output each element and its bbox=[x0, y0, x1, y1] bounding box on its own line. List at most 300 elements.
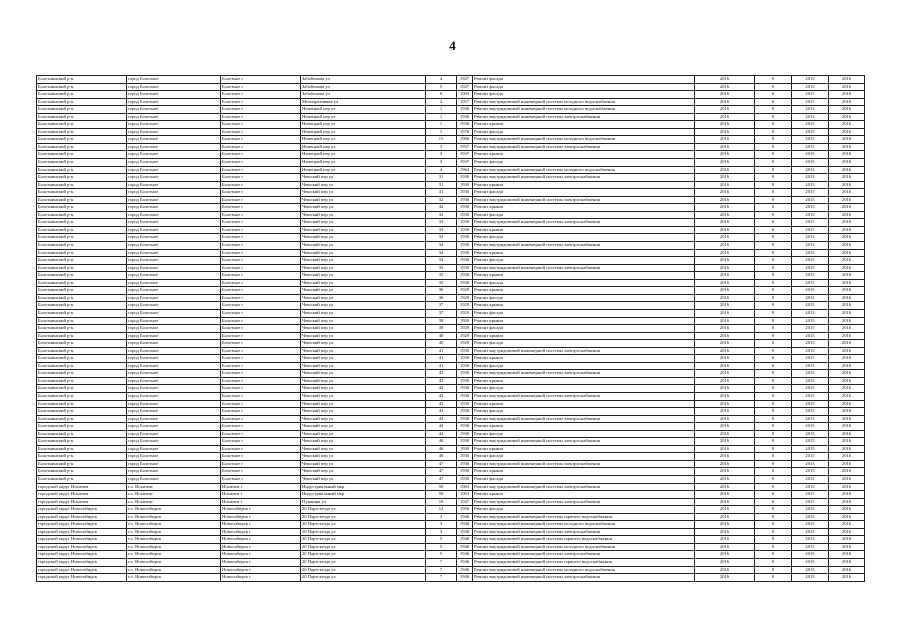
settlement-cell: город Болотное bbox=[127, 234, 221, 242]
end-year-cell: 2016 bbox=[829, 513, 865, 521]
start-year-cell: 2015 bbox=[792, 189, 829, 197]
table-row bbox=[37, 234, 865, 242]
build-year-cell: 1930 bbox=[457, 272, 473, 280]
work-type-cell: Ремонт крыши bbox=[473, 204, 695, 212]
build-year-cell: 1929 bbox=[457, 340, 473, 348]
municipality-cell: Болотнинский р-н bbox=[37, 113, 127, 121]
settlement-cell: г.о. Новосибирск bbox=[127, 543, 221, 551]
settlement-cell: город Болотное bbox=[127, 362, 221, 370]
table-row bbox=[37, 347, 865, 355]
street-cell: Чешский пер ул bbox=[301, 219, 426, 227]
table-row bbox=[37, 226, 865, 234]
build-year-cell: 1937 bbox=[457, 159, 473, 167]
work-type-cell: Ремонт внутридомовой инженерной системы электроснабжения bbox=[473, 415, 695, 423]
work-type-cell: Ремонт фасада bbox=[473, 211, 695, 219]
cost-cell: 0 bbox=[755, 430, 792, 438]
plan-year-cell: 2016 bbox=[695, 121, 755, 129]
start-year-cell: 2015 bbox=[792, 279, 829, 287]
work-type-cell: Ремонт внутридомовой инженерной системы холодного водоснабжения bbox=[473, 166, 695, 174]
build-year-cell: 1930 bbox=[457, 355, 473, 363]
cost-cell: 0 bbox=[755, 528, 792, 536]
street-cell: Чешский пер ул bbox=[301, 287, 426, 295]
plan-year-cell: 2016 bbox=[695, 264, 755, 272]
house-number-cell: 42 bbox=[426, 370, 457, 378]
end-year-cell: 2016 bbox=[829, 370, 865, 378]
cost-cell: 0 bbox=[755, 166, 792, 174]
start-year-cell: 2015 bbox=[792, 506, 829, 514]
cost-cell: 0 bbox=[755, 438, 792, 446]
table-row bbox=[37, 91, 865, 99]
locality-cell: Новосибирск г bbox=[221, 528, 301, 536]
municipality-cell: Болотнинский р-н bbox=[37, 317, 127, 325]
street-cell: Чешский пер ул bbox=[301, 392, 426, 400]
table-row bbox=[37, 302, 865, 310]
locality-cell: Болотное г bbox=[221, 445, 301, 453]
work-type-cell: Ремонт крыши bbox=[473, 491, 695, 499]
house-number-cell: 5 bbox=[426, 536, 457, 544]
end-year-cell: 2016 bbox=[829, 143, 865, 151]
locality-cell: Болотное г bbox=[221, 189, 301, 197]
house-number-cell: 3 bbox=[426, 151, 457, 159]
build-year-cell: 1964 bbox=[457, 166, 473, 174]
house-number-cell: 42 bbox=[426, 377, 457, 385]
build-year-cell: 1930 bbox=[457, 400, 473, 408]
settlement-cell: г.о. Новосибирск bbox=[127, 536, 221, 544]
start-year-cell: 2015 bbox=[792, 204, 829, 212]
plan-year-cell: 2016 bbox=[695, 543, 755, 551]
table-row bbox=[37, 325, 865, 333]
street-cell: Пушкина ул bbox=[301, 498, 426, 506]
start-year-cell: 2015 bbox=[792, 559, 829, 567]
work-type-cell: Ремонт внутридомовой инженерной системы электроснабжения bbox=[473, 219, 695, 227]
start-year-cell: 2015 bbox=[792, 453, 829, 461]
municipality-cell: Болотнинский р-н bbox=[37, 272, 127, 280]
street-cell: Чешский пер ул bbox=[301, 264, 426, 272]
municipality-cell: городской округ Новосибирск bbox=[37, 551, 127, 559]
end-year-cell: 2016 bbox=[829, 574, 865, 582]
start-year-cell: 2013 bbox=[792, 113, 829, 121]
work-type-cell: Ремонт внутридомовой инженерной системы горячего водоснабжения bbox=[473, 513, 695, 521]
house-number-cell: 7 bbox=[426, 574, 457, 582]
plan-year-cell: 2016 bbox=[695, 468, 755, 476]
table-row bbox=[37, 340, 865, 348]
build-year-cell: 1963 bbox=[457, 483, 473, 491]
table-row bbox=[37, 423, 865, 431]
plan-year-cell: 2016 bbox=[695, 340, 755, 348]
plan-year-cell: 2016 bbox=[695, 219, 755, 227]
locality-cell: Болотное г bbox=[221, 204, 301, 212]
table-row bbox=[37, 536, 865, 544]
work-type-cell: Ремонт крыши bbox=[473, 121, 695, 129]
settlement-cell: г.о. Новосибирск bbox=[127, 506, 221, 514]
municipality-cell: Болотнинский р-н bbox=[37, 377, 127, 385]
cost-cell: 0 bbox=[755, 226, 792, 234]
build-year-cell: 1930 bbox=[457, 475, 473, 483]
start-year-cell: 2015 bbox=[792, 400, 829, 408]
locality-cell: Болотное г bbox=[221, 226, 301, 234]
locality-cell: Болотное г bbox=[221, 91, 301, 99]
table-row bbox=[37, 242, 865, 250]
house-number-cell: 33 bbox=[426, 234, 457, 242]
house-number-cell: 1 bbox=[426, 113, 457, 121]
street-cell: Чешский пер ул bbox=[301, 355, 426, 363]
house-number-cell: 36 bbox=[426, 287, 457, 295]
end-year-cell: 2016 bbox=[829, 453, 865, 461]
settlement-cell: город Болотное bbox=[127, 408, 221, 416]
settlement-cell: город Болотное bbox=[127, 460, 221, 468]
street-cell: Чешский пер ул bbox=[301, 460, 426, 468]
start-year-cell: 2015 bbox=[792, 76, 829, 84]
plan-year-cell: 2016 bbox=[695, 423, 755, 431]
plan-year-cell: 2016 bbox=[695, 445, 755, 453]
street-cell: Немецкий пер ул bbox=[301, 128, 426, 136]
work-type-cell: Ремонт внутридомовой инженерной системы электроснабжения bbox=[473, 113, 695, 121]
house-number-cell: 39 bbox=[426, 325, 457, 333]
house-number-cell: 1 bbox=[426, 128, 457, 136]
start-year-cell: 2013 bbox=[792, 242, 829, 250]
table-row bbox=[37, 377, 865, 385]
start-year-cell: 2013 bbox=[792, 309, 829, 317]
end-year-cell: 2016 bbox=[829, 528, 865, 536]
table-row bbox=[37, 408, 865, 416]
cost-cell: 0 bbox=[755, 347, 792, 355]
table-row bbox=[37, 392, 865, 400]
street-cell: Чешский пер ул bbox=[301, 242, 426, 250]
settlement-cell: город Болотное bbox=[127, 257, 221, 265]
end-year-cell: 2016 bbox=[829, 362, 865, 370]
cost-cell: 0 bbox=[755, 287, 792, 295]
build-year-cell: 1930 bbox=[457, 211, 473, 219]
municipality-cell: Болотнинский р-н bbox=[37, 385, 127, 393]
settlement-cell: город Болотное bbox=[127, 279, 221, 287]
plan-year-cell: 2016 bbox=[695, 279, 755, 287]
start-year-cell: 2015 bbox=[792, 287, 829, 295]
house-number-cell: 44 bbox=[426, 423, 457, 431]
locality-cell: Болотное г bbox=[221, 264, 301, 272]
start-year-cell: 2015 bbox=[792, 430, 829, 438]
end-year-cell: 2016 bbox=[829, 242, 865, 250]
work-type-cell: Ремонт внутридомовой инженерной системы электроснабжения bbox=[473, 264, 695, 272]
house-number-cell: 33 bbox=[426, 219, 457, 227]
end-year-cell: 2016 bbox=[829, 272, 865, 280]
cost-cell: 0 bbox=[755, 98, 792, 106]
settlement-cell: город Болотное bbox=[127, 113, 221, 121]
table-row bbox=[37, 211, 865, 219]
start-year-cell: 2015 bbox=[792, 226, 829, 234]
house-number-cell: 43 bbox=[426, 408, 457, 416]
municipality-cell: Болотнинский р-н bbox=[37, 468, 127, 476]
house-number-cell: 34 bbox=[426, 257, 457, 265]
cost-cell: 0 bbox=[755, 264, 792, 272]
house-number-cell: 46 bbox=[426, 438, 457, 446]
municipality-cell: городской округ Новосибирск bbox=[37, 513, 127, 521]
house-number-cell: 47 bbox=[426, 475, 457, 483]
work-type-cell: Ремонт фасада bbox=[473, 453, 695, 461]
street-cell: Индустриальный мкр bbox=[301, 491, 426, 499]
settlement-cell: город Болотное bbox=[127, 226, 221, 234]
settlement-cell: город Болотное bbox=[127, 370, 221, 378]
plan-year-cell: 2016 bbox=[695, 242, 755, 250]
municipality-cell: Болотнинский р-н bbox=[37, 143, 127, 151]
table-row bbox=[37, 159, 865, 167]
end-year-cell: 2016 bbox=[829, 392, 865, 400]
table-row bbox=[37, 136, 865, 144]
start-year-cell: 2013 bbox=[792, 362, 829, 370]
house-number-cell: 33 bbox=[426, 226, 457, 234]
build-year-cell: 1930 bbox=[457, 362, 473, 370]
plan-year-cell: 2016 bbox=[695, 370, 755, 378]
start-year-cell: 2013 bbox=[792, 234, 829, 242]
house-number-cell: 3 bbox=[426, 528, 457, 536]
end-year-cell: 2016 bbox=[829, 211, 865, 219]
house-number-cell: 32 bbox=[426, 204, 457, 212]
street-cell: Чешский пер ул bbox=[301, 400, 426, 408]
table-row bbox=[37, 196, 865, 204]
settlement-cell: город Болотное bbox=[127, 309, 221, 317]
house-number-cell: 2 bbox=[426, 98, 457, 106]
settlement-cell: город Болотное bbox=[127, 317, 221, 325]
table-row bbox=[37, 332, 865, 340]
settlement-cell: город Болотное bbox=[127, 98, 221, 106]
plan-year-cell: 2016 bbox=[695, 559, 755, 567]
end-year-cell: 2016 bbox=[829, 536, 865, 544]
house-number-cell: 41 bbox=[426, 362, 457, 370]
street-cell: Чешский пер ул bbox=[301, 211, 426, 219]
work-type-cell: Ремонт крыши bbox=[473, 287, 695, 295]
work-type-cell: Ремонт фасада bbox=[473, 294, 695, 302]
start-year-cell: 2015 bbox=[792, 257, 829, 265]
municipality-cell: городской округ Новосибирск bbox=[37, 574, 127, 582]
plan-year-cell: 2016 bbox=[695, 506, 755, 514]
plan-year-cell: 2016 bbox=[695, 136, 755, 144]
municipality-cell: городской округ Новосибирск bbox=[37, 528, 127, 536]
municipality-cell: Болотнинский р-н bbox=[37, 249, 127, 257]
locality-cell: Болотное г bbox=[221, 106, 301, 114]
cost-cell: 0 bbox=[755, 332, 792, 340]
start-year-cell: 2013 bbox=[792, 181, 829, 189]
table-row bbox=[37, 113, 865, 121]
house-number-cell: 31 bbox=[426, 181, 457, 189]
locality-cell: Искитим г bbox=[221, 483, 301, 491]
municipality-cell: Болотнинский р-н bbox=[37, 325, 127, 333]
table-body bbox=[37, 76, 865, 582]
end-year-cell: 2016 bbox=[829, 430, 865, 438]
build-year-cell: 1937 bbox=[457, 151, 473, 159]
municipality-cell: Болотнинский р-н bbox=[37, 83, 127, 91]
municipality-cell: городской округ Новосибирск bbox=[37, 543, 127, 551]
end-year-cell: 2016 bbox=[829, 317, 865, 325]
settlement-cell: г.о. Новосибирск bbox=[127, 574, 221, 582]
build-year-cell: 1946 bbox=[457, 574, 473, 582]
house-number-cell: 31 bbox=[426, 189, 457, 197]
street-cell: Чешский пер ул bbox=[301, 257, 426, 265]
start-year-cell: 2015 bbox=[792, 392, 829, 400]
cost-cell: 0 bbox=[755, 196, 792, 204]
cost-cell: 0 bbox=[755, 121, 792, 129]
plan-year-cell: 2016 bbox=[695, 287, 755, 295]
settlement-cell: город Болотное bbox=[127, 242, 221, 250]
work-type-cell: Ремонт внутридомовой инженерной системы горячего водоснабжения bbox=[473, 536, 695, 544]
plan-year-cell: 2016 bbox=[695, 211, 755, 219]
house-number-cell: 44 bbox=[426, 430, 457, 438]
start-year-cell: 2015 bbox=[792, 325, 829, 333]
plan-year-cell: 2016 bbox=[695, 483, 755, 491]
cost-cell: 0 bbox=[755, 325, 792, 333]
street-cell: 20 Партсъезда ул bbox=[301, 574, 426, 582]
build-year-cell: 1903 bbox=[457, 91, 473, 99]
settlement-cell: г.о. Новосибирск bbox=[127, 551, 221, 559]
table-row bbox=[37, 83, 865, 91]
table-row bbox=[37, 498, 865, 506]
table-row bbox=[37, 128, 865, 136]
settlement-cell: город Болотное bbox=[127, 272, 221, 280]
house-number-cell: 37 bbox=[426, 309, 457, 317]
locality-cell: Болотное г bbox=[221, 332, 301, 340]
locality-cell: Болотное г bbox=[221, 438, 301, 446]
start-year-cell: 2015 bbox=[792, 423, 829, 431]
end-year-cell: 2016 bbox=[829, 445, 865, 453]
build-year-cell: 1927 bbox=[457, 83, 473, 91]
start-year-cell: 2015 bbox=[792, 219, 829, 227]
table-row bbox=[37, 559, 865, 567]
cost-cell: 0 bbox=[755, 76, 792, 84]
end-year-cell: 2016 bbox=[829, 121, 865, 129]
build-year-cell: 1929 bbox=[457, 317, 473, 325]
locality-cell: Болотное г bbox=[221, 211, 301, 219]
street-cell: Чешский пер ул bbox=[301, 204, 426, 212]
table-row bbox=[37, 76, 865, 84]
settlement-cell: г.о. Новосибирск bbox=[127, 513, 221, 521]
street-cell: 20 Партсъезда ул bbox=[301, 528, 426, 536]
house-number-cell: 41 bbox=[426, 355, 457, 363]
work-type-cell: Ремонт крыши bbox=[473, 317, 695, 325]
house-number-cell: 34 bbox=[426, 249, 457, 257]
work-type-cell: Ремонт крыши bbox=[473, 302, 695, 310]
locality-cell: Болотное г bbox=[221, 234, 301, 242]
settlement-cell: город Болотное bbox=[127, 325, 221, 333]
house-number-cell: 39 bbox=[426, 317, 457, 325]
cost-cell: 0 bbox=[755, 106, 792, 114]
settlement-cell: г.о. Искитим bbox=[127, 491, 221, 499]
start-year-cell: 2015 bbox=[792, 340, 829, 348]
street-cell: Немецкий пер ул bbox=[301, 136, 426, 144]
locality-cell: Болотное г bbox=[221, 355, 301, 363]
settlement-cell: город Болотное bbox=[127, 219, 221, 227]
end-year-cell: 2016 bbox=[829, 438, 865, 446]
end-year-cell: 2016 bbox=[829, 521, 865, 529]
plan-year-cell: 2016 bbox=[695, 174, 755, 182]
house-number-cell: 12 bbox=[426, 506, 457, 514]
settlement-cell: город Болотное bbox=[127, 159, 221, 167]
municipality-cell: Болотнинский р-н bbox=[37, 423, 127, 431]
plan-year-cell: 2016 bbox=[695, 159, 755, 167]
municipality-cell: Болотнинский р-н bbox=[37, 475, 127, 483]
locality-cell: Болотное г bbox=[221, 385, 301, 393]
locality-cell: Болотное г bbox=[221, 302, 301, 310]
cost-cell: 0 bbox=[755, 362, 792, 370]
settlement-cell: город Болотное bbox=[127, 302, 221, 310]
municipality-cell: городской округ Искитим bbox=[37, 498, 127, 506]
street-cell: Чешский пер ул bbox=[301, 226, 426, 234]
municipality-cell: Болотнинский р-н bbox=[37, 438, 127, 446]
settlement-cell: город Болотное bbox=[127, 136, 221, 144]
end-year-cell: 2016 bbox=[829, 423, 865, 431]
plan-year-cell: 2016 bbox=[695, 453, 755, 461]
street-cell: 20 Партсъезда ул bbox=[301, 559, 426, 567]
cost-cell: 0 bbox=[755, 234, 792, 242]
cost-cell: 0 bbox=[755, 506, 792, 514]
end-year-cell: 2016 bbox=[829, 491, 865, 499]
start-year-cell: 2013 bbox=[792, 536, 829, 544]
plan-year-cell: 2016 bbox=[695, 181, 755, 189]
end-year-cell: 2016 bbox=[829, 83, 865, 91]
plan-year-cell: 2016 bbox=[695, 438, 755, 446]
work-type-cell: Ремонт внутридомовой инженерной системы холодного водоснабжения bbox=[473, 98, 695, 106]
start-year-cell: 2013 bbox=[792, 166, 829, 174]
plan-year-cell: 2016 bbox=[695, 355, 755, 363]
street-cell: Чешский пер ул bbox=[301, 430, 426, 438]
locality-cell: Болотное г bbox=[221, 392, 301, 400]
end-year-cell: 2016 bbox=[829, 340, 865, 348]
start-year-cell: 2015 bbox=[792, 317, 829, 325]
build-year-cell: 1963 bbox=[457, 491, 473, 499]
plan-year-cell: 2016 bbox=[695, 460, 755, 468]
plan-year-cell: 2016 bbox=[695, 400, 755, 408]
cost-cell: 0 bbox=[755, 377, 792, 385]
end-year-cell: 2016 bbox=[829, 181, 865, 189]
municipality-cell: Болотнинский р-н bbox=[37, 415, 127, 423]
street-cell: Немецкий пер ул bbox=[301, 121, 426, 129]
plan-year-cell: 2016 bbox=[695, 76, 755, 84]
settlement-cell: город Болотное bbox=[127, 423, 221, 431]
settlement-cell: город Болотное bbox=[127, 415, 221, 423]
cost-cell: 0 bbox=[755, 204, 792, 212]
settlement-cell: город Болотное bbox=[127, 385, 221, 393]
start-year-cell: 2015 bbox=[792, 370, 829, 378]
settlement-cell: город Болотное bbox=[127, 438, 221, 446]
municipality-cell: городской округ Новосибирск bbox=[37, 559, 127, 567]
house-number-cell: 32 bbox=[426, 196, 457, 204]
municipality-cell: Болотнинский р-н bbox=[37, 287, 127, 295]
start-year-cell: 2015 bbox=[792, 121, 829, 129]
table-row bbox=[37, 121, 865, 129]
house-number-cell: 35 bbox=[426, 279, 457, 287]
start-year-cell: 2015 bbox=[792, 468, 829, 476]
settlement-cell: город Болотное bbox=[127, 392, 221, 400]
cost-cell: 0 bbox=[755, 370, 792, 378]
work-type-cell: Ремонт фасада bbox=[473, 234, 695, 242]
municipality-cell: Болотнинский р-н bbox=[37, 370, 127, 378]
street-cell: Чешский пер ул bbox=[301, 415, 426, 423]
municipality-cell: Болотнинский р-н bbox=[37, 91, 127, 99]
locality-cell: Болотное г bbox=[221, 136, 301, 144]
end-year-cell: 2016 bbox=[829, 76, 865, 84]
work-type-cell: Ремонт крыши bbox=[473, 445, 695, 453]
table-row bbox=[37, 415, 865, 423]
street-cell: Чешский пер ул bbox=[301, 453, 426, 461]
locality-cell: Новосибирск г bbox=[221, 559, 301, 567]
locality-cell: Болотное г bbox=[221, 174, 301, 182]
plan-year-cell: 2016 bbox=[695, 196, 755, 204]
cost-cell: 0 bbox=[755, 302, 792, 310]
work-type-cell: Ремонт крыши bbox=[473, 332, 695, 340]
table-row bbox=[37, 257, 865, 265]
settlement-cell: город Болотное bbox=[127, 294, 221, 302]
plan-year-cell: 2016 bbox=[695, 536, 755, 544]
municipality-cell: Болотнинский р-н bbox=[37, 332, 127, 340]
house-number-cell: 43 bbox=[426, 400, 457, 408]
plan-year-cell: 2016 bbox=[695, 249, 755, 257]
